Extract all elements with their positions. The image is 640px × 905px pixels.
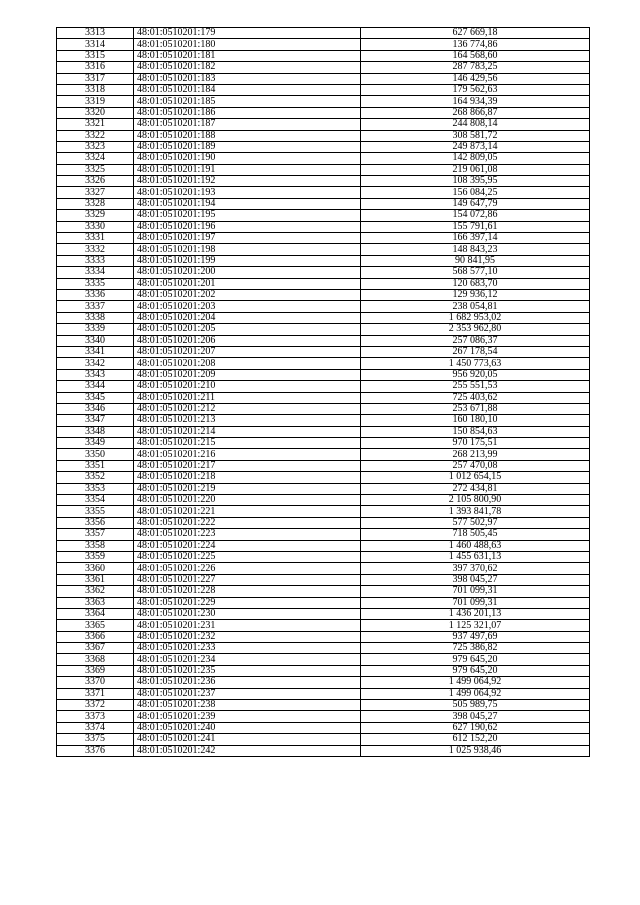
cadastral-number-cell: 48:01:0510201:181 bbox=[134, 50, 361, 61]
cadastral-number-cell: 48:01:0510201:205 bbox=[134, 324, 361, 335]
row-number-cell: 3351 bbox=[57, 460, 134, 471]
row-number-cell: 3336 bbox=[57, 289, 134, 300]
row-number-cell: 3331 bbox=[57, 233, 134, 244]
value-cell: 701 099,31 bbox=[361, 586, 590, 597]
value-cell: 179 562,63 bbox=[361, 84, 590, 95]
value-cell: 612 152,20 bbox=[361, 734, 590, 745]
row-number-cell: 3357 bbox=[57, 529, 134, 540]
cadastral-number-cell: 48:01:0510201:235 bbox=[134, 665, 361, 676]
table-row bbox=[57, 574, 590, 585]
row-number-cell: 3339 bbox=[57, 324, 134, 335]
table-row bbox=[57, 221, 590, 232]
row-number-cell: 3323 bbox=[57, 141, 134, 152]
cadastral-number-cell: 48:01:0510201:197 bbox=[134, 233, 361, 244]
row-number-cell: 3327 bbox=[57, 187, 134, 198]
cadastral-number-cell: 48:01:0510201:210 bbox=[134, 381, 361, 392]
table-row bbox=[57, 301, 590, 312]
row-number-cell: 3360 bbox=[57, 563, 134, 574]
row-number-cell: 3352 bbox=[57, 472, 134, 483]
table-row bbox=[57, 529, 590, 540]
cadastral-number-cell: 48:01:0510201:213 bbox=[134, 415, 361, 426]
value-cell: 108 395,95 bbox=[361, 176, 590, 187]
value-cell: 268 866,87 bbox=[361, 107, 590, 118]
value-cell: 219 061,08 bbox=[361, 164, 590, 175]
table-row bbox=[57, 335, 590, 346]
table-row bbox=[57, 517, 590, 528]
cadastral-number-cell: 48:01:0510201:183 bbox=[134, 73, 361, 84]
cadastral-number-cell: 48:01:0510201:190 bbox=[134, 153, 361, 164]
row-number-cell: 3322 bbox=[57, 130, 134, 141]
value-cell: 160 180,10 bbox=[361, 415, 590, 426]
cadastral-number-cell: 48:01:0510201:203 bbox=[134, 301, 361, 312]
table-row bbox=[57, 586, 590, 597]
table-row bbox=[57, 665, 590, 676]
row-number-cell: 3370 bbox=[57, 677, 134, 688]
cadastral-number-cell: 48:01:0510201:218 bbox=[134, 472, 361, 483]
table-row bbox=[57, 677, 590, 688]
table-row bbox=[57, 141, 590, 152]
cadastral-number-cell: 48:01:0510201:240 bbox=[134, 722, 361, 733]
value-cell: 156 084,25 bbox=[361, 187, 590, 198]
value-cell: 253 671,88 bbox=[361, 403, 590, 414]
table-row bbox=[57, 84, 590, 95]
value-cell: 398 045,27 bbox=[361, 574, 590, 585]
value-cell: 970 175,51 bbox=[361, 438, 590, 449]
table-row bbox=[57, 381, 590, 392]
value-cell: 1 125 321,07 bbox=[361, 620, 590, 631]
cadastral-number-cell: 48:01:0510201:236 bbox=[134, 677, 361, 688]
value-cell: 166 397,14 bbox=[361, 233, 590, 244]
table-row bbox=[57, 244, 590, 255]
cadastral-number-cell: 48:01:0510201:220 bbox=[134, 495, 361, 506]
table-row bbox=[57, 426, 590, 437]
row-number-cell: 3358 bbox=[57, 540, 134, 551]
value-cell: 2 105 800,90 bbox=[361, 495, 590, 506]
row-number-cell: 3337 bbox=[57, 301, 134, 312]
value-cell: 308 581,72 bbox=[361, 130, 590, 141]
cadastral-number-cell: 48:01:0510201:195 bbox=[134, 210, 361, 221]
row-number-cell: 3346 bbox=[57, 403, 134, 414]
value-cell: 148 843,23 bbox=[361, 244, 590, 255]
table-row bbox=[57, 73, 590, 84]
table-row bbox=[57, 346, 590, 357]
table-row bbox=[57, 210, 590, 221]
row-number-cell: 3330 bbox=[57, 221, 134, 232]
value-cell: 718 505,45 bbox=[361, 529, 590, 540]
table-row bbox=[57, 438, 590, 449]
row-number-cell: 3318 bbox=[57, 84, 134, 95]
cadastral-number-cell: 48:01:0510201:209 bbox=[134, 369, 361, 380]
table-row bbox=[57, 460, 590, 471]
table-row bbox=[57, 563, 590, 574]
cadastral-number-cell: 48:01:0510201:234 bbox=[134, 654, 361, 665]
value-cell: 1 012 654,15 bbox=[361, 472, 590, 483]
table-row bbox=[57, 324, 590, 335]
row-number-cell: 3353 bbox=[57, 483, 134, 494]
row-number-cell: 3333 bbox=[57, 255, 134, 266]
table-row bbox=[57, 745, 590, 756]
table-row bbox=[57, 483, 590, 494]
value-cell: 1 460 488,63 bbox=[361, 540, 590, 551]
table-row bbox=[57, 403, 590, 414]
row-number-cell: 3350 bbox=[57, 449, 134, 460]
cadastral-number-cell: 48:01:0510201:237 bbox=[134, 688, 361, 699]
row-number-cell: 3341 bbox=[57, 346, 134, 357]
cadastral-number-cell: 48:01:0510201:191 bbox=[134, 164, 361, 175]
cadastral-number-cell: 48:01:0510201:215 bbox=[134, 438, 361, 449]
value-cell: 272 434,81 bbox=[361, 483, 590, 494]
cadastral-number-cell: 48:01:0510201:228 bbox=[134, 586, 361, 597]
cadastral-number-cell: 48:01:0510201:189 bbox=[134, 141, 361, 152]
table-row bbox=[57, 107, 590, 118]
row-number-cell: 3374 bbox=[57, 722, 134, 733]
table-row bbox=[57, 722, 590, 733]
cadastral-number-cell: 48:01:0510201:206 bbox=[134, 335, 361, 346]
value-cell: 1 450 773,63 bbox=[361, 358, 590, 369]
table-row bbox=[57, 631, 590, 642]
value-cell: 1 436 201,13 bbox=[361, 608, 590, 619]
value-cell: 136 774,86 bbox=[361, 39, 590, 50]
row-number-cell: 3335 bbox=[57, 278, 134, 289]
cadastral-number-cell: 48:01:0510201:239 bbox=[134, 711, 361, 722]
value-cell: 1 499 064,92 bbox=[361, 677, 590, 688]
value-cell: 979 645,20 bbox=[361, 654, 590, 665]
value-cell: 257 470,08 bbox=[361, 460, 590, 471]
value-cell: 150 854,63 bbox=[361, 426, 590, 437]
cadastral-number-cell: 48:01:0510201:193 bbox=[134, 187, 361, 198]
cadastral-number-cell: 48:01:0510201:217 bbox=[134, 460, 361, 471]
cadastral-number-cell: 48:01:0510201:221 bbox=[134, 506, 361, 517]
cadastral-number-cell: 48:01:0510201:232 bbox=[134, 631, 361, 642]
table-row bbox=[57, 415, 590, 426]
row-number-cell: 3334 bbox=[57, 267, 134, 278]
value-cell: 238 054,81 bbox=[361, 301, 590, 312]
row-number-cell: 3349 bbox=[57, 438, 134, 449]
table-row bbox=[57, 289, 590, 300]
value-cell: 627 669,18 bbox=[361, 28, 590, 39]
cadastral-number-cell: 48:01:0510201:224 bbox=[134, 540, 361, 551]
row-number-cell: 3356 bbox=[57, 517, 134, 528]
value-cell: 249 873,14 bbox=[361, 141, 590, 152]
row-number-cell: 3371 bbox=[57, 688, 134, 699]
cadastral-number-cell: 48:01:0510201:199 bbox=[134, 255, 361, 266]
row-number-cell: 3344 bbox=[57, 381, 134, 392]
value-cell: 937 497,69 bbox=[361, 631, 590, 642]
table-row bbox=[57, 153, 590, 164]
value-cell: 398 045,27 bbox=[361, 711, 590, 722]
table-body bbox=[57, 28, 590, 757]
row-number-cell: 3354 bbox=[57, 495, 134, 506]
table-row bbox=[57, 119, 590, 130]
cadastral-number-cell: 48:01:0510201:208 bbox=[134, 358, 361, 369]
row-number-cell: 3355 bbox=[57, 506, 134, 517]
row-number-cell: 3375 bbox=[57, 734, 134, 745]
cadastral-number-cell: 48:01:0510201:227 bbox=[134, 574, 361, 585]
value-cell: 164 934,39 bbox=[361, 96, 590, 107]
table-row bbox=[57, 392, 590, 403]
row-number-cell: 3363 bbox=[57, 597, 134, 608]
value-cell: 725 403,62 bbox=[361, 392, 590, 403]
row-number-cell: 3317 bbox=[57, 73, 134, 84]
value-cell: 979 645,20 bbox=[361, 665, 590, 676]
table-row bbox=[57, 96, 590, 107]
cadastral-number-cell: 48:01:0510201:201 bbox=[134, 278, 361, 289]
row-number-cell: 3347 bbox=[57, 415, 134, 426]
table-row bbox=[57, 187, 590, 198]
table-row bbox=[57, 700, 590, 711]
table-row bbox=[57, 506, 590, 517]
cadastral-number-cell: 48:01:0510201:211 bbox=[134, 392, 361, 403]
table-row bbox=[57, 608, 590, 619]
cadastral-number-cell: 48:01:0510201:182 bbox=[134, 62, 361, 73]
value-cell: 255 551,53 bbox=[361, 381, 590, 392]
value-cell: 701 099,31 bbox=[361, 597, 590, 608]
cadastral-number-cell: 48:01:0510201:226 bbox=[134, 563, 361, 574]
cadastral-number-cell: 48:01:0510201:225 bbox=[134, 551, 361, 562]
row-number-cell: 3376 bbox=[57, 745, 134, 756]
table-row bbox=[57, 540, 590, 551]
cadastral-number-cell: 48:01:0510201:212 bbox=[134, 403, 361, 414]
table-row bbox=[57, 28, 590, 39]
row-number-cell: 3328 bbox=[57, 198, 134, 209]
value-cell: 154 072,86 bbox=[361, 210, 590, 221]
table-row bbox=[57, 312, 590, 323]
value-cell: 129 936,12 bbox=[361, 289, 590, 300]
row-number-cell: 3364 bbox=[57, 608, 134, 619]
value-cell: 1 393 841,78 bbox=[361, 506, 590, 517]
cadastral-number-cell: 48:01:0510201:222 bbox=[134, 517, 361, 528]
cadastral-number-cell: 48:01:0510201:207 bbox=[134, 346, 361, 357]
table-row bbox=[57, 233, 590, 244]
cadastral-number-cell: 48:01:0510201:202 bbox=[134, 289, 361, 300]
row-number-cell: 3368 bbox=[57, 654, 134, 665]
cadastral-number-cell: 48:01:0510201:196 bbox=[134, 221, 361, 232]
value-cell: 956 920,05 bbox=[361, 369, 590, 380]
value-cell: 120 683,70 bbox=[361, 278, 590, 289]
table-row bbox=[57, 734, 590, 745]
cadastral-number-cell: 48:01:0510201:187 bbox=[134, 119, 361, 130]
cadastral-number-cell: 48:01:0510201:184 bbox=[134, 84, 361, 95]
table-row bbox=[57, 472, 590, 483]
value-cell: 568 577,10 bbox=[361, 267, 590, 278]
value-cell: 155 791,61 bbox=[361, 221, 590, 232]
table-row bbox=[57, 267, 590, 278]
row-number-cell: 3373 bbox=[57, 711, 134, 722]
cadastral-number-cell: 48:01:0510201:230 bbox=[134, 608, 361, 619]
cadastral-number-cell: 48:01:0510201:223 bbox=[134, 529, 361, 540]
table-row bbox=[57, 198, 590, 209]
table-row bbox=[57, 551, 590, 562]
row-number-cell: 3314 bbox=[57, 39, 134, 50]
row-number-cell: 3367 bbox=[57, 643, 134, 654]
cadastral-number-cell: 48:01:0510201:238 bbox=[134, 700, 361, 711]
cadastral-number-cell: 48:01:0510201:231 bbox=[134, 620, 361, 631]
table-row bbox=[57, 688, 590, 699]
cadastral-number-cell: 48:01:0510201:186 bbox=[134, 107, 361, 118]
cadastral-number-cell: 48:01:0510201:229 bbox=[134, 597, 361, 608]
cadastral-number-cell: 48:01:0510201:200 bbox=[134, 267, 361, 278]
table-row bbox=[57, 164, 590, 175]
value-cell: 1 455 631,13 bbox=[361, 551, 590, 562]
table-row bbox=[57, 50, 590, 61]
row-number-cell: 3343 bbox=[57, 369, 134, 380]
table-row bbox=[57, 130, 590, 141]
value-cell: 268 213,99 bbox=[361, 449, 590, 460]
value-cell: 164 568,60 bbox=[361, 50, 590, 61]
table-row bbox=[57, 597, 590, 608]
cadastral-number-cell: 48:01:0510201:179 bbox=[134, 28, 361, 39]
row-number-cell: 3324 bbox=[57, 153, 134, 164]
value-cell: 2 353 962,80 bbox=[361, 324, 590, 335]
row-number-cell: 3372 bbox=[57, 700, 134, 711]
value-cell: 505 989,75 bbox=[361, 700, 590, 711]
cadastral-number-cell: 48:01:0510201:198 bbox=[134, 244, 361, 255]
row-number-cell: 3369 bbox=[57, 665, 134, 676]
value-cell: 627 190,62 bbox=[361, 722, 590, 733]
table-row bbox=[57, 62, 590, 73]
table-row bbox=[57, 654, 590, 665]
table-row bbox=[57, 369, 590, 380]
cadastral-number-cell: 48:01:0510201:233 bbox=[134, 643, 361, 654]
table-row bbox=[57, 495, 590, 506]
row-number-cell: 3348 bbox=[57, 426, 134, 437]
cadastral-number-cell: 48:01:0510201:241 bbox=[134, 734, 361, 745]
table-row bbox=[57, 643, 590, 654]
row-number-cell: 3340 bbox=[57, 335, 134, 346]
cadastral-number-cell: 48:01:0510201:216 bbox=[134, 449, 361, 460]
table-row bbox=[57, 176, 590, 187]
value-cell: 1 025 938,46 bbox=[361, 745, 590, 756]
row-number-cell: 3338 bbox=[57, 312, 134, 323]
row-number-cell: 3362 bbox=[57, 586, 134, 597]
value-cell: 257 086,37 bbox=[361, 335, 590, 346]
cadastral-number-cell: 48:01:0510201:180 bbox=[134, 39, 361, 50]
row-number-cell: 3359 bbox=[57, 551, 134, 562]
table-row bbox=[57, 255, 590, 266]
row-number-cell: 3319 bbox=[57, 96, 134, 107]
row-number-cell: 3342 bbox=[57, 358, 134, 369]
value-cell: 577 502,97 bbox=[361, 517, 590, 528]
row-number-cell: 3320 bbox=[57, 107, 134, 118]
value-cell: 146 429,56 bbox=[361, 73, 590, 84]
table-row bbox=[57, 278, 590, 289]
cadastral-number-cell: 48:01:0510201:194 bbox=[134, 198, 361, 209]
value-cell: 725 386,82 bbox=[361, 643, 590, 654]
value-cell: 287 783,25 bbox=[361, 62, 590, 73]
cadastral-number-cell: 48:01:0510201:192 bbox=[134, 176, 361, 187]
cadastral-number-cell: 48:01:0510201:185 bbox=[134, 96, 361, 107]
row-number-cell: 3321 bbox=[57, 119, 134, 130]
row-number-cell: 3361 bbox=[57, 574, 134, 585]
row-number-cell: 3313 bbox=[57, 28, 134, 39]
cadastral-number-cell: 48:01:0510201:214 bbox=[134, 426, 361, 437]
cadastral-number-cell: 48:01:0510201:204 bbox=[134, 312, 361, 323]
row-number-cell: 3366 bbox=[57, 631, 134, 642]
row-number-cell: 3345 bbox=[57, 392, 134, 403]
cadastral-value-table bbox=[56, 27, 590, 757]
row-number-cell: 3316 bbox=[57, 62, 134, 73]
value-cell: 1 499 064,92 bbox=[361, 688, 590, 699]
table-row bbox=[57, 449, 590, 460]
value-cell: 267 178,54 bbox=[361, 346, 590, 357]
cadastral-number-cell: 48:01:0510201:219 bbox=[134, 483, 361, 494]
table-row bbox=[57, 620, 590, 631]
cadastral-number-cell: 48:01:0510201:188 bbox=[134, 130, 361, 141]
value-cell: 1 682 953,02 bbox=[361, 312, 590, 323]
value-cell: 244 808,14 bbox=[361, 119, 590, 130]
row-number-cell: 3329 bbox=[57, 210, 134, 221]
cadastral-number-cell: 48:01:0510201:242 bbox=[134, 745, 361, 756]
value-cell: 149 647,79 bbox=[361, 198, 590, 209]
table-row bbox=[57, 39, 590, 50]
row-number-cell: 3332 bbox=[57, 244, 134, 255]
row-number-cell: 3315 bbox=[57, 50, 134, 61]
value-cell: 397 370,62 bbox=[361, 563, 590, 574]
row-number-cell: 3325 bbox=[57, 164, 134, 175]
table-row bbox=[57, 711, 590, 722]
row-number-cell: 3326 bbox=[57, 176, 134, 187]
row-number-cell: 3365 bbox=[57, 620, 134, 631]
value-cell: 142 809,05 bbox=[361, 153, 590, 164]
value-cell: 90 841,95 bbox=[361, 255, 590, 266]
table-row bbox=[57, 358, 590, 369]
